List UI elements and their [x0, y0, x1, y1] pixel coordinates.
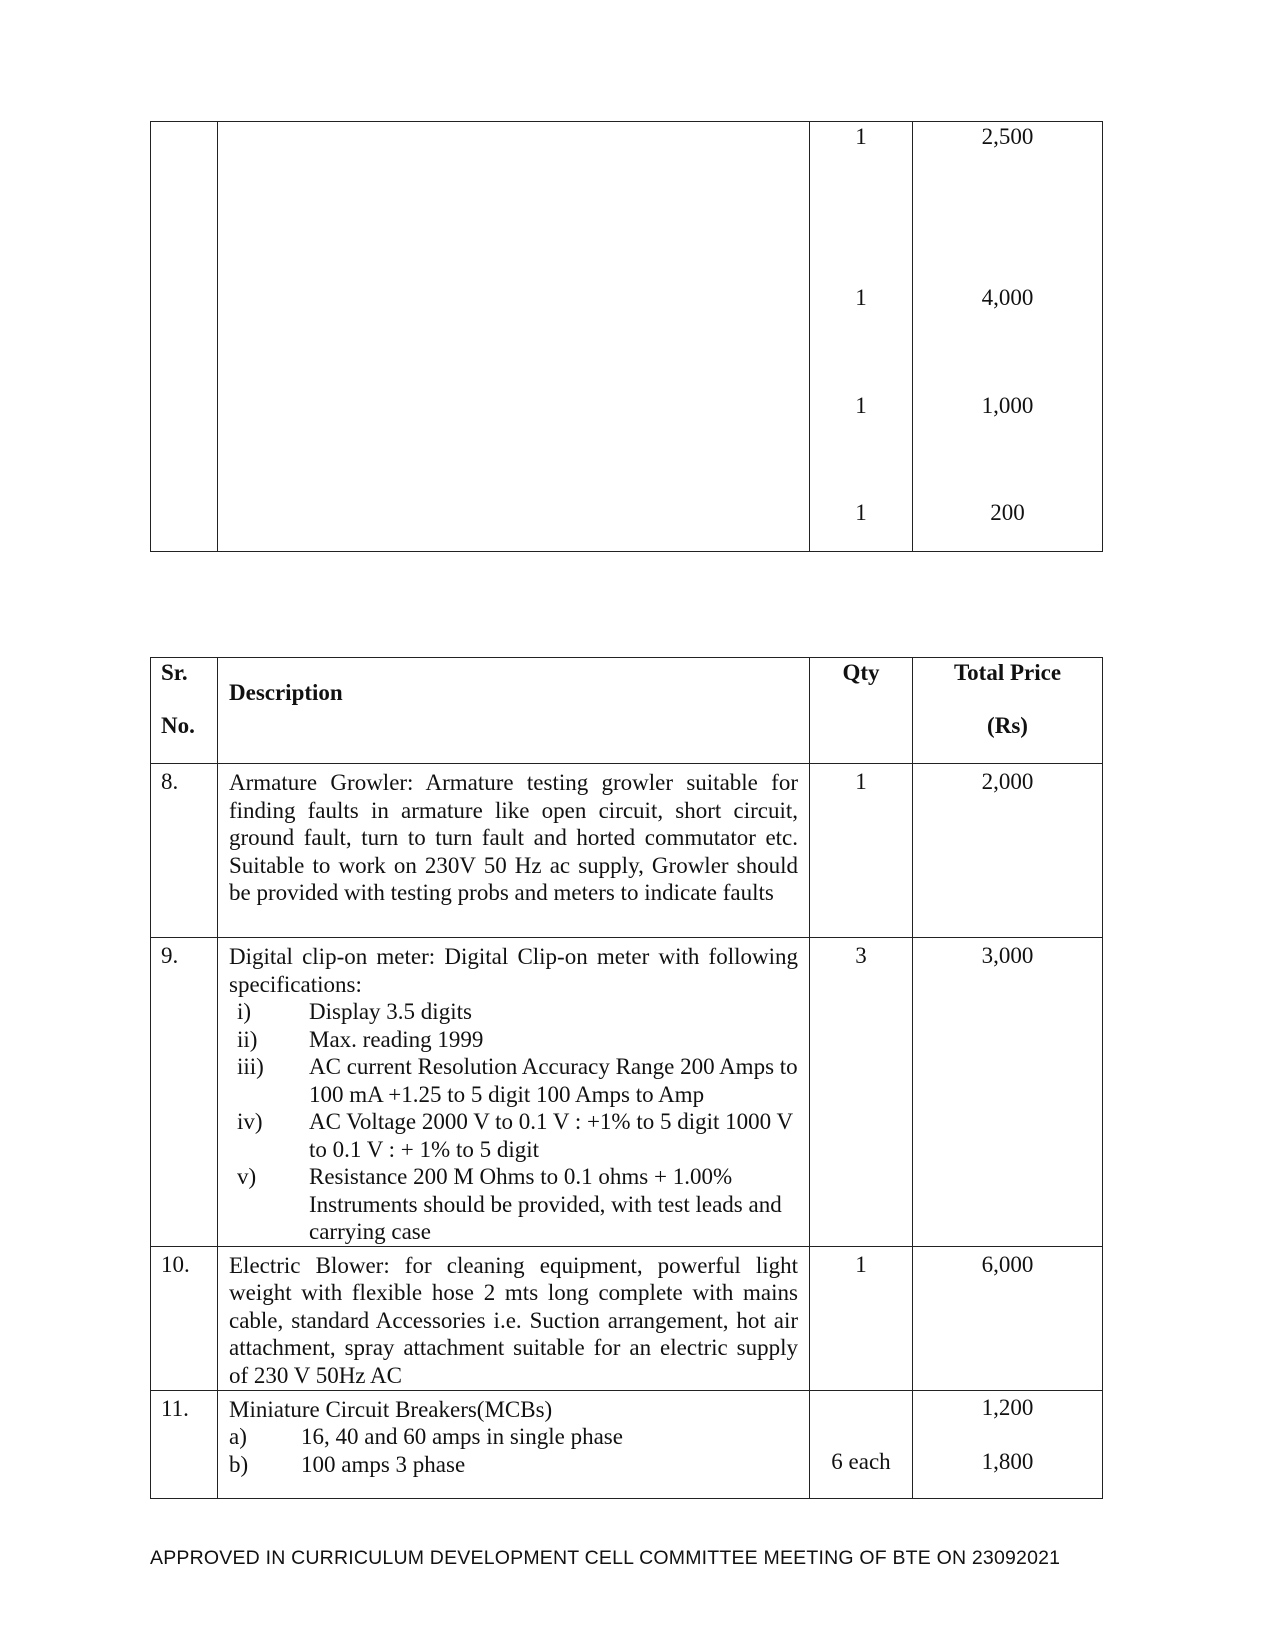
price-value: 1,000 [981, 393, 1034, 418]
price-value: 1,800 [981, 1448, 1034, 1474]
qty-value: 1 [855, 500, 867, 525]
description-cell [218, 764, 810, 938]
table-row [151, 938, 1103, 1247]
qty-cell [810, 122, 913, 552]
spec-label: i) [237, 999, 252, 1024]
top-continuation-table [150, 121, 1103, 552]
item-description: Armature Growler: Armature testing growler suitable for finding faults in armature like open circuit, short circuit, ground fault, turn to turn fault and horted commutator etc. Suitable to work on 230V 50 Hz ac supply, Growler should be provided with testing probs and meters to indicate faults [229, 770, 798, 905]
sr-header-line1: Sr. [161, 660, 188, 685]
spec-item [229, 1108, 798, 1163]
table-header-row [151, 658, 1103, 764]
qty-cell: 1 [810, 764, 913, 938]
spec-label: iv) [237, 1109, 263, 1134]
spec-item [229, 1423, 798, 1451]
spec-text: Max. reading 1999 [309, 1026, 484, 1052]
spec-text: Display 3.5 digits [309, 999, 472, 1024]
qty-value: 1 [855, 124, 867, 149]
qty-cell: 3 [810, 938, 913, 1247]
spec-label: a) [229, 1424, 247, 1449]
price-value: 2,500 [981, 124, 1034, 149]
description-cell [218, 1390, 810, 1498]
sr-cell: 10. [151, 1246, 218, 1390]
spec-text: AC Voltage 2000 V to 0.1 V : +1% to 5 digit 1000 V to 0.1 V : + 1% to 5 digit [309, 1109, 793, 1162]
spec-text: Resistance 200 M Ohms to 0.1 ohms + 1.00% Instruments should be provided, with test leads and carrying case [309, 1164, 782, 1244]
spec-item [229, 1026, 798, 1054]
price-cell: 2,000 [913, 764, 1103, 938]
price-value: 1,200 [981, 1394, 1034, 1420]
qty-header [810, 658, 913, 764]
price-header [913, 658, 1103, 764]
qty-value: 1 [855, 393, 867, 418]
price-value: 4,000 [981, 285, 1034, 310]
sr-header-line2: No. [161, 713, 195, 738]
spec-text: 16, 40 and 60 amps in single phase [301, 1424, 623, 1449]
description-header-label: Description [229, 680, 343, 705]
price-cell: 3,000 [913, 938, 1103, 1247]
spec-item [229, 1451, 798, 1479]
table-row [151, 764, 1103, 938]
sr-cell [151, 122, 218, 552]
price-cell: 6,000 [913, 1246, 1103, 1390]
table-row [151, 1246, 1103, 1390]
table-row [151, 1390, 1103, 1498]
spec-item [229, 1163, 798, 1246]
spec-item [229, 1053, 798, 1108]
spec-text: AC current Resolution Accuracy Range 200 Amps to 100 mA +1.25 to 5 digit 100 Amps to Amp [309, 1054, 798, 1107]
price-header-line1: Total Price [953, 660, 1062, 685]
description-cell [218, 1246, 810, 1390]
item-title: Miniature Circuit Breakers(MCBs) [229, 1396, 553, 1422]
equipment-table [150, 657, 1103, 1499]
spec-label: v) [237, 1164, 257, 1189]
sr-cell: 8. [151, 764, 218, 938]
qty-value: 6 each [831, 1448, 891, 1474]
item-description: Electric Blower: for cleaning equipment, powerful light weight with flexible hose 2 mts long complete with mains cable, standard Accessories i.e. Suction arrangement, hot air attachment, spray attachment suitable for an electric supply of 230 V 50Hz AC [229, 1252, 798, 1388]
description-cell [218, 122, 810, 552]
item-description: Digital clip-on meter: Digital Clip-on meter with following specifications: [229, 944, 798, 997]
price-header-line2: (Rs) [987, 713, 1028, 738]
description-cell [218, 938, 810, 1247]
qty-header-label: Qty [842, 660, 880, 685]
qty-cell [810, 1390, 913, 1498]
sr-header [151, 658, 218, 764]
spec-item [229, 998, 798, 1026]
approval-footer: APPROVED IN CURRICULUM DEVELOPMENT CELL COMMITTEE MEETING OF BTE ON 23092021 [150, 1547, 1061, 1569]
price-cell [913, 1390, 1103, 1498]
price-value: 200 [990, 500, 1025, 525]
spec-text: 100 amps 3 phase [301, 1451, 466, 1477]
spec-label: ii) [237, 1026, 258, 1052]
description-header [218, 658, 810, 764]
price-cell [913, 122, 1103, 552]
sr-cell: 9. [151, 938, 218, 1247]
qty-cell: 1 [810, 1246, 913, 1390]
spec-label: b) [229, 1451, 249, 1477]
spec-label: iii) [237, 1054, 264, 1079]
sr-cell: 11. [151, 1390, 218, 1498]
qty-value: 1 [855, 285, 867, 310]
